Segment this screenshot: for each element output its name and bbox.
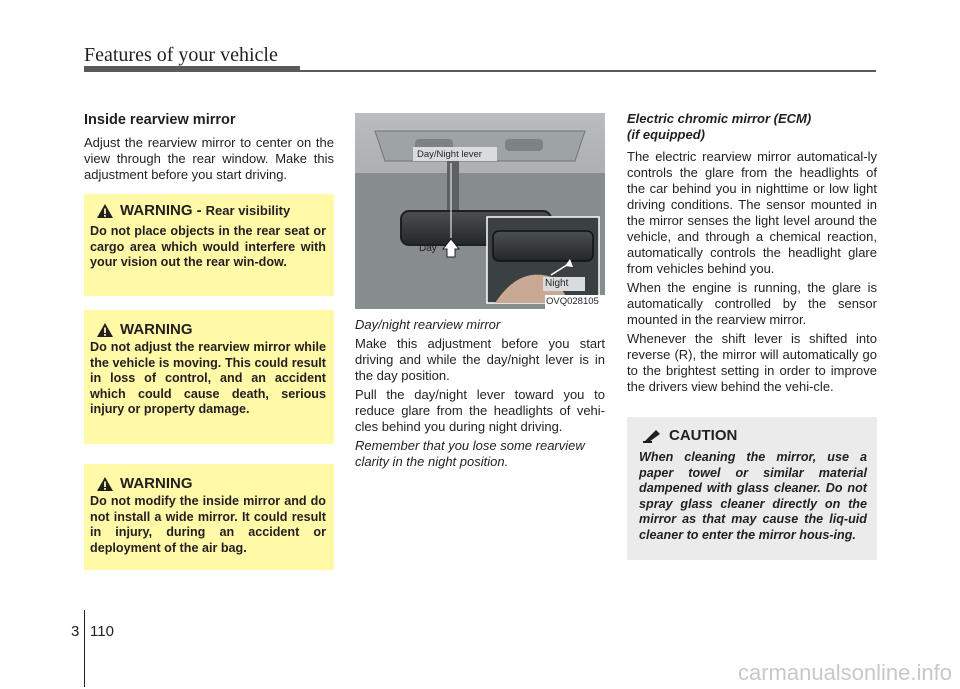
caution-box [627, 417, 877, 560]
figure-caption: Day/night rearview mirror [355, 317, 501, 332]
mirror-photo [355, 113, 605, 309]
warning-text: Do not modify the inside mirror and do not install a wide mirror. It could result in injury, during an accident or deployment of the air bag. [90, 494, 326, 555]
daynight-paragraph-2: Pull the day/night lever toward you to reduce glare from the headlights of vehi-cles behind you during night driving. [355, 387, 605, 434]
page-header-title: Features of your vehicle [84, 44, 278, 66]
warning-label: WARNING [120, 475, 193, 492]
warning-text: Do not adjust the rearview mirror while the vehicle is moving. This could result in loss of control, and an accident which could cause death, serious injury or property damage. [90, 340, 326, 416]
section-intro-text: Adjust the rearview mirror to center on the view through the rear window. Make this adjustment before you start driving. [84, 135, 334, 182]
section-title: Inside rearview mirror [84, 112, 236, 128]
ecm-title-main: Electric chromic mirror (ECM) [627, 111, 812, 126]
warning-heading [96, 202, 326, 219]
warning-box-modify [84, 464, 334, 570]
ecm-title-sub: (if equipped) [627, 127, 705, 142]
warning-box-adjust [84, 310, 334, 444]
caution-heading [643, 427, 867, 444]
warning-heading [96, 321, 326, 338]
footer-rule [84, 610, 85, 687]
page-number: 110 [90, 623, 114, 640]
daynight-section [355, 317, 605, 470]
watermark: carmanualsonline.info [737, 660, 952, 685]
warning-label: WARNING [120, 321, 193, 338]
ecm-title [627, 111, 877, 143]
caution-pencil-icon [643, 429, 661, 443]
warning-triangle-icon [96, 203, 114, 219]
figure-label-lever: Day/Night lever [417, 149, 482, 160]
warning-label: WARNING - [120, 202, 202, 219]
ecm-paragraph-1: The electric rearview mirror automatical-ly controls the glare from the headlights of the car behind you in nighttime or low light driving conditions. The sensor mounted in the mirror senses the light level around the vehicle, and through a chemical reaction, automatically controls the headlight glare from vehicles behind you. [627, 149, 877, 276]
ecm-paragraph-2: When the engine is running, the glare is automatically controlled by the sensor mounted in the rearview mirror. [627, 280, 877, 327]
warning-box-rear-visibility [84, 194, 334, 296]
warning-subtitle: Rear visibility [205, 203, 291, 218]
section-intro [84, 112, 334, 183]
caution-label: CAUTION [669, 427, 738, 444]
figure-code: OVQ028105 [546, 296, 599, 307]
header-rule-thin [300, 70, 876, 72]
daynight-paragraph-1: Make this adjustment before you start driving and while the day/night lever is in the day position. [355, 336, 605, 383]
daynight-note: Remember that you lose some rearview clarity in the night position. [355, 438, 585, 469]
ecm-paragraph-3: Whenever the shift lever is shifted into reverse (R), the mirror will automatically go to the brightest setting in order to improve the drivers view behind the vehi-cle. [627, 331, 877, 394]
warning-heading [96, 475, 326, 492]
header-rule [84, 66, 300, 72]
chapter-number: 3 [71, 623, 80, 640]
figure-label-night: Night [545, 278, 569, 289]
caution-text: When cleaning the mirror, use a paper towel or similar material dampened with glass cleaner. Do not spray glass cleaner directly on the mirror as that may cause the liq-uid cleaner to enter the mirror hous-ing. [639, 450, 867, 542]
figure-label-day: Day [419, 243, 437, 254]
warning-text: Do not place objects in the rear seat or cargo area which would interfere with your vision out the rear win-dow. [90, 224, 326, 269]
warning-triangle-icon [96, 476, 114, 492]
ecm-section [627, 111, 877, 398]
warning-triangle-icon [96, 322, 114, 338]
